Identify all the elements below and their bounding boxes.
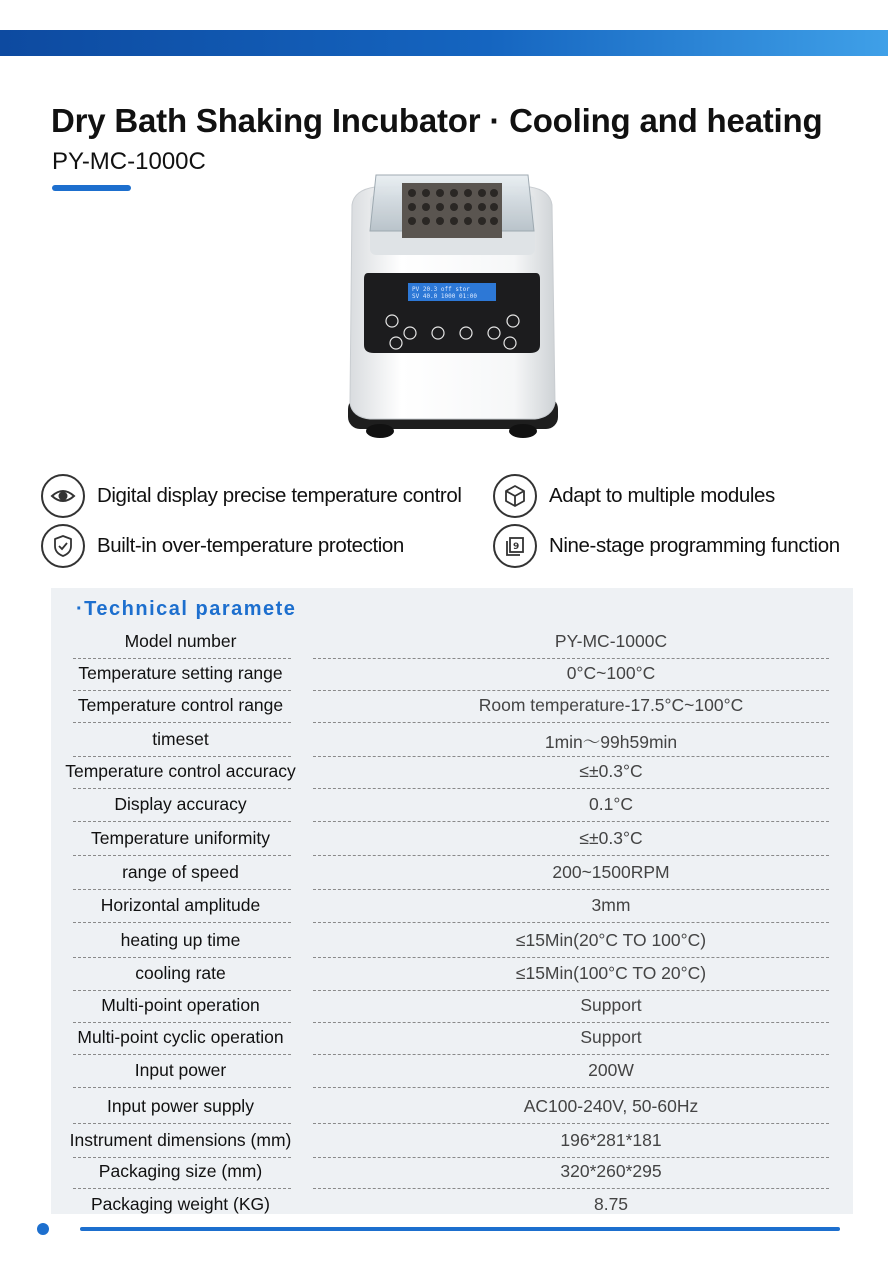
spec-value: 0.1°C bbox=[589, 794, 633, 814]
spec-label: Input power supply bbox=[107, 1096, 254, 1116]
lcd-line1: PV 20.3 off stor bbox=[412, 286, 470, 293]
spec-label: Display accuracy bbox=[114, 794, 247, 814]
spec-row bbox=[51, 1021, 853, 1054]
spec-row bbox=[51, 924, 853, 957]
model-subtitle: PY-MC-1000C bbox=[52, 148, 206, 175]
spec-row bbox=[51, 788, 853, 821]
spec-value: 200~1500RPM bbox=[552, 862, 670, 882]
feature-nine-stage-programming bbox=[493, 524, 840, 568]
spec-row bbox=[51, 822, 853, 855]
spec-label: Horizontal amplitude bbox=[100, 895, 261, 915]
svg-text:9: 9 bbox=[513, 542, 520, 552]
spec-label: timeset bbox=[152, 729, 209, 749]
product-image bbox=[340, 165, 565, 445]
spec-row bbox=[51, 957, 853, 990]
spec-value: Support bbox=[580, 1027, 642, 1047]
program-icon bbox=[493, 524, 537, 568]
spec-label: range of speed bbox=[122, 862, 239, 882]
spec-row bbox=[51, 1188, 853, 1221]
lcd-line2: SV 40.0 1000 01:00 bbox=[412, 293, 478, 300]
spec-value: 196*281*181 bbox=[560, 1130, 662, 1150]
spec-label: cooling rate bbox=[135, 963, 226, 983]
spec-label: Model number bbox=[124, 631, 237, 651]
spec-label: Input power bbox=[134, 1060, 227, 1080]
spec-label: heating up time bbox=[120, 930, 241, 950]
feature-label: Adapt to multiple modules bbox=[549, 484, 775, 507]
shield-check-icon bbox=[41, 524, 85, 568]
footer-line bbox=[80, 1227, 840, 1231]
spec-value: AC100-240V, 50-60Hz bbox=[523, 1096, 699, 1116]
spec-row bbox=[51, 689, 853, 722]
spec-row bbox=[51, 1155, 853, 1188]
subtitle-underline bbox=[52, 185, 131, 191]
spec-value: Support bbox=[580, 995, 642, 1015]
footer-dot bbox=[37, 1223, 49, 1235]
spec-row bbox=[51, 1124, 853, 1157]
feature-over-temp-protection bbox=[41, 524, 404, 568]
feature-label: Nine-stage programming function bbox=[549, 534, 840, 557]
spec-label: Temperature setting range bbox=[78, 663, 283, 683]
spec-value: 200W bbox=[588, 1060, 634, 1080]
page-title: Dry Bath Shaking Incubator · Cooling and heating bbox=[51, 102, 823, 139]
spec-row bbox=[51, 625, 853, 658]
spec-heading: ·Technical paramete bbox=[76, 598, 297, 620]
spec-value: 0°C~100°C bbox=[566, 663, 656, 683]
spec-row bbox=[51, 856, 853, 889]
spec-row bbox=[51, 723, 853, 756]
spec-label: Temperature control range bbox=[77, 695, 284, 715]
spec-value: 8.75 bbox=[593, 1194, 629, 1214]
spec-value: 1min～99h59min bbox=[544, 732, 678, 752]
spec-value: ≤15Min(20°C TO 100°C) bbox=[515, 930, 707, 950]
spec-label: Multi-point operation bbox=[101, 995, 260, 1015]
feature-label: Built-in over-temperature protection bbox=[97, 534, 404, 557]
spec-value: ≤±0.3°C bbox=[579, 761, 643, 781]
spec-label: Temperature control accuracy bbox=[65, 761, 296, 781]
spec-label: Temperature uniformity bbox=[91, 828, 270, 848]
spec-row bbox=[51, 657, 853, 690]
spec-row bbox=[51, 889, 853, 922]
feature-multiple-modules bbox=[493, 474, 775, 518]
feature-temperature-control bbox=[41, 474, 462, 518]
spec-row bbox=[51, 1054, 853, 1087]
spec-value: ≤±0.3°C bbox=[579, 828, 643, 848]
spec-value: ≤15Min(100°C TO 20°C) bbox=[515, 963, 707, 983]
spec-row bbox=[51, 989, 853, 1022]
spec-value: 3mm bbox=[591, 895, 631, 915]
spec-label: Instrument dimensions (mm) bbox=[69, 1130, 292, 1150]
spec-row bbox=[51, 755, 853, 788]
spec-value: 320*260*295 bbox=[560, 1161, 662, 1181]
spec-row bbox=[51, 1090, 853, 1123]
spec-value: Room temperature-17.5°C~100°C bbox=[478, 695, 744, 715]
cube-icon bbox=[493, 474, 537, 518]
eye-icon bbox=[41, 474, 85, 518]
feature-label: Digital display precise temperature control bbox=[97, 484, 462, 507]
spec-label: Multi-point cyclic operation bbox=[77, 1027, 284, 1047]
spec-label: Packaging weight (KG) bbox=[91, 1194, 270, 1214]
spec-value: PY-MC-1000C bbox=[554, 631, 668, 651]
spec-label: Packaging size (mm) bbox=[98, 1161, 263, 1181]
top-banner-bar bbox=[0, 30, 888, 56]
